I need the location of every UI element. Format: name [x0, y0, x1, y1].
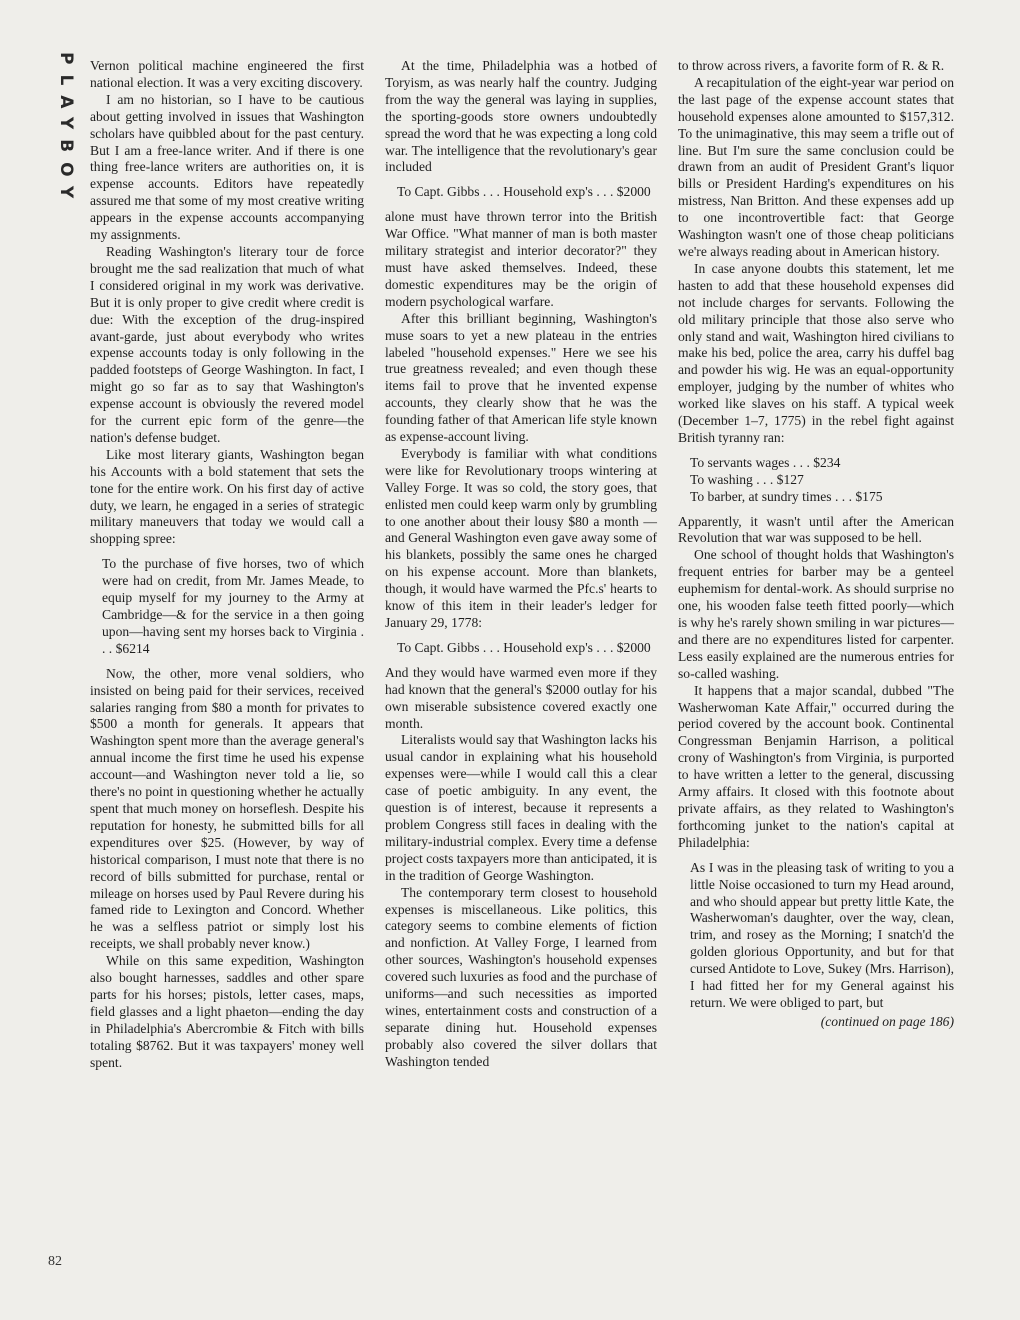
page-number: 82 — [48, 1254, 62, 1269]
expense-quote: To Capt. Gibbs . . . Household exp's . . . $2000 — [397, 184, 651, 200]
paragraph: alone must have thrown terror into the British War Office. "What manner of man is both master military strategist and interior decorator?" they must have asked themselves. Indeed, these domestic expenditures may be the origin of modern psychological warfare. — [385, 209, 657, 309]
paragraph: Like most literary giants, Washington began his Accounts with a bold statement that sets the tone for the entire work. On his first day of active duty, we learn, he engaged in a series of strategic military maneuvers that today we would call a shopping spree: — [90, 446, 364, 547]
article-column-2 — [385, 58, 657, 1071]
paragraph: While on this same expedition, Washington also bought harnesses, saddles and other spare parts for his horses; pistols, letter cases, maps, field glasses and a light phaeton—ending the day in Philadelphia's Abercrombie & Fitch with bills totaling $8762. But it was taxpayers' money well spent. — [90, 953, 364, 1070]
paragraph: The contemporary term closest to household expenses is miscellaneous. Like politics, this category seems to combine elements of fiction and nonfiction. At Valley Forge, I learned from other sources, Washington's household expenses covered such luxuries as food and the purchase of uniforms—and such necessities as imported wines, entertainment costs and construction of a separate dining hut. Household expenses probably also covered the silver dollars that Washington tended — [385, 884, 657, 1069]
paragraph: Apparently, it wasn't until after the American Revolution that war was supposed to be hell. — [678, 513, 954, 546]
paragraph: Vernon political machine engineered the first national election. It was a very exciting discovery. — [90, 58, 364, 90]
paragraph: After this brilliant beginning, Washington's muse soars to yet a new plateau in the entries labeled "household expenses." Here we see his true greatness revealed; and even though these items fail to prove that he invented expense accounts, they clearly show that he was the founding father of that American life style known as expense-account living. — [385, 310, 657, 445]
paragraph: At the time, Philadelphia was a hotbed of Toryism, as was nearly half the country. Judging from the way the general was laying in supplies, the sporting-goods store owners undoubtedly spread the word that he was expecting a long cold war. The intelligence that the revolutionary's gear included — [385, 58, 657, 175]
paragraph: And they would have warmed even more if they had known that the general's $2000 outlay for his own miserable subsistence covered exactly one month. — [385, 664, 657, 731]
expense-list-item: To washing . . . $127 — [690, 471, 804, 487]
paragraph: In case anyone doubts this statement, let me hasten to add that these household expenses did not include charges for servants. Following the old military principle that those also serve who only stand and wait, Washington hired civilians to make his bed, police the area, carry his duffel bag and powder his wig. He was an equal-opportunity employer, judging by the number of whites who worked like slaves on his staff. A typical week (December 1–7, 1775) in the rebel fight against British tyranny ran: — [678, 260, 954, 445]
continued-note: (continued on page 186) — [820, 1013, 954, 1029]
expense-quote: To the purchase of five horses, two of which were had on credit, from Mr. James Meade, to equip myself for my journey to the Army at Cambridge—& for the service in a then going upon—having sent my horses back to Virginia . . . $6214 — [102, 556, 364, 656]
expense-quote: To Capt. Gibbs . . . Household exp's . . . $2000 — [397, 639, 651, 655]
expense-list — [690, 455, 954, 506]
expense-list-item: To servants wages . . . $234 — [690, 454, 841, 470]
paragraph: to throw across rivers, a favorite form of R. & R. — [678, 58, 945, 73]
expense-list-item: To barber, at sundry times . . . $175 — [690, 488, 883, 504]
paragraph: I am no historian, so I have to be cautious about getting involved in issues that Washington scholars have quibbled about for the past century. But I am a free-lance writer. And if there is one thing free-lance writers are authorities on, it is expense accounts. Editors have repeatedly assured me that some of my most creative writing appears in the expense accounts accompanying my assignments. — [90, 91, 364, 243]
paragraph: Literalists would say that Washington lacks his usual candor in explaining what his household expenses were—while I would call this a clear case of poetic ambiguity. In any event, the question is of interest, because it represents a problem Congress still faces in dealing with the military-industrial complex. Every time a defense project costs taxpayers more than anticipated, it is in the tradition of George Washington. — [385, 732, 657, 883]
paragraph: A recapitulation of the eight-year war period on the last page of the expense account states that household expenses alone amounted to $157,312. To the unimaginative, this may seem a trifle out of line. But I'm sure the same conclusion could be drawn from an audit of President Grant's liquor bills or President Harding's expenditures on his mistress, Nan Britton. And these expenses add up to one incontrovertible fact: that George Washington wasn't one of those cheap politicians we're always reading about in American history. — [678, 74, 954, 259]
paragraph: Reading Washington's literary tour de force brought me the sad realization that much of what I considered original in my work was derivative. But it is only proper to give credit where credit is due: With the exception of the drug-inspired avant-garde, just about everybody who writes expense accounts today is only following in the padded footsteps of George Washington. In fact, I might go so far as to say that Washington's expense account is obviously the revered model for the current epic form of the genre—the nation's defense budget. — [90, 243, 364, 445]
article-column-1 — [90, 58, 364, 1071]
article-column-3 — [678, 58, 954, 1039]
paragraph: Now, the other, more venal soldiers, who insisted on being paid for their services, received salaries ranging from $80 a month for privates to $500 a month for generals. It appears that Washington spent more than the average general's annual income the first time he used his expense account—and Washington never told a lie, so there's no point in questioning whether he actually spent that much money on horseflesh. Despite his reputation for honesty, he submitted bills for all expenditures over $25. (However, by way of historical comparison, I must note that there is no record of bills submitted for purchase, rental or mileage on horses used by Paul Revere during his famed ride to Lexington and Concord. Whether he was a selfless patriot or simply lost his receipts, we shall probably never know.) — [90, 665, 364, 952]
paragraph: One school of thought holds that Washington's frequent entries for barber may be a genteel euphemism for dental-work. As should surprise no one, his wooden false teeth fitted poorly—which is why he's rarely shown smiling in war pictures—and there are no expenditures listed for carpenter. Less easily explained are the numerous entries for so-called washing. — [678, 547, 954, 681]
letter-quote — [690, 860, 954, 1031]
paragraph: It happens that a major scandal, dubbed "The Washerwoman Kate Affair," occurred during the period covered by the account book. Continental Congressman Benjamin Harrison, a political crony of Washington's from Virginia, is purported to have written a letter to the general, discussing Army affairs. It closed with this footnote about private affairs, as they related to Washington's forthcoming junket to the nation's capital at Philadelphia: — [678, 682, 954, 850]
paragraph: Everybody is familiar with what conditions were like for Revolutionary troops wintering at Valley Forge. It was so cold, the story goes, that enlisted men could keep warm only by grumbling to one another about their lousy $80 a month —and General Washington even gave away some of his blankets, possibly the same ones he charged on his expense account. More than blankets, though, it would have warmed the Pfc.s' hearts to know of this item in their leader's ledger for January 29, 1778: — [385, 445, 657, 630]
magazine-masthead: PLAYBOY — [56, 52, 76, 209]
letter-quote-text: As I was in the pleasing task of writing to you a little Noise occasioned to turn my Head around, and who should appear but pretty little Kate, the Washerwoman's daughter, over the way, clean, trim, and rosey as the Morning; I snatch'd the golden glorious Opportunity, and but for that cursed Antidote to Love, Sukey (Mrs. Harrison), I had fitted her for my General against his return. We were obliged to part, but — [690, 859, 954, 1010]
